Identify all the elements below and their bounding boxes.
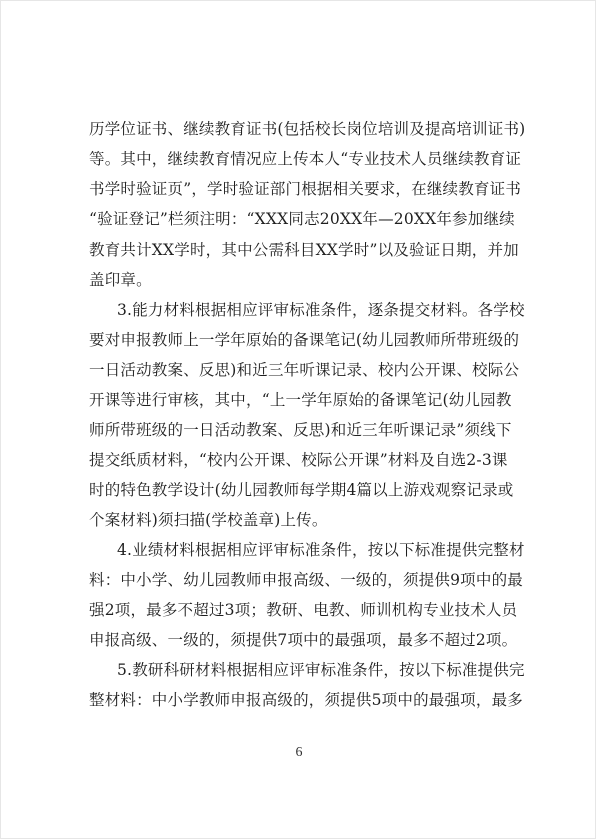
text-line: 书学时验证页”，学时验证部门根据相关要求，在继续教育证书 xyxy=(89,180,522,198)
text-line: 历学位证书、继续教育证书(包括校长岗位培训及提高培训证书) xyxy=(89,120,526,138)
text-line: 提交纸质材料，“校内公开课、校际公开课”材料及自选2-3课 xyxy=(89,451,508,469)
paragraph-4-start: 4.业绩材料根据相应评审标准条件，按以下标准提供完整材 xyxy=(117,541,525,559)
text-line: 个案材料)须扫描(学校盖章)上传。 xyxy=(89,511,328,529)
text-line: 一日活动教案、反思)和近三年听课记录、校内公开课、校际公 xyxy=(89,361,520,379)
text-line: 整材料：中小学教师申报高级的，须提供5项中的最强项，最多 xyxy=(89,691,523,709)
text-line: “验证登记”栏须注明：“XXX同志20XX年—20XX年参加继续 xyxy=(89,210,515,228)
text-line: 盖印章。 xyxy=(89,271,152,289)
text-line: 强2项，最多不超过3项；教研、电教、师训机构专业技术人员 xyxy=(89,601,518,619)
text-line: 时的特色教学设计(幼儿园教师每学期4篇以上游戏观察记录或 xyxy=(89,481,514,499)
text-line: 师所带班级的一日活动教案、反思)和近三年听课记录”须线下 xyxy=(89,421,512,439)
text-line: 料：中小学、幼儿园教师申报高级、一级的，须提供9项中的最 xyxy=(89,571,523,589)
paragraph-3-start: 3.能力材料根据相应评审标准条件，逐条提交材料。各学校 xyxy=(117,301,525,319)
page-number: 6 xyxy=(295,745,303,760)
text-line: 等。其中，继续教育情况应上传本人“专业技术人员继续教育证 xyxy=(89,150,522,168)
text-line: 要对申报教师上一学年原始的备课笔记(幼儿园教师所带班级的 xyxy=(89,331,520,349)
paragraph-5-start: 5.教研科研材料根据相应评审标准条件，按以下标准提供完 xyxy=(117,661,525,679)
text-line: 申报高级、一级的，须提供7项中的最强项，最多不超过2项。 xyxy=(89,631,518,649)
text-line: 教育共计XX学时，其中公需科目XX学时”以及验证日期，并加 xyxy=(89,241,519,259)
text-line: 开课等进行审核，其中，“上一学年原始的备课笔记(幼儿园教 xyxy=(89,391,512,409)
